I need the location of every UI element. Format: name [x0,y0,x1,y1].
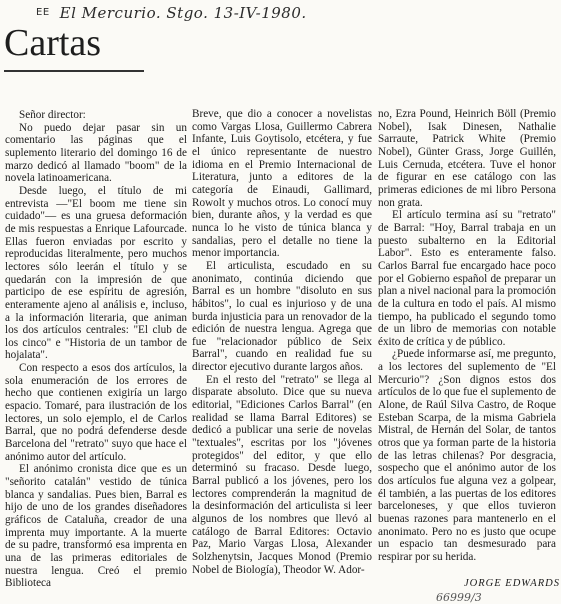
letter-paragraph: El articulista, escudado en su anonimato, continúa diciendo que Barral es un hombre "disoluto en sus hábitos", lo cual es injurioso y de una burda injusticia para un renovador de la edición de nuestra lengua. Agrega que fue "relacionador público de Seix Barral", cuando en realidad fue su director ejecutivo durante largos años. [192,259,372,374]
archive-stamp: 66999/3 [436,591,482,604]
edge-mark: EE [36,7,50,18]
letter-column-3 [378,108,556,564]
letter-column-1 [5,109,187,590]
letter-column-2 [192,108,372,576]
title-rule [4,70,144,72]
letter-paragraph: Con respecto a esos dos artículos, la sola enumeración de los errores de hecho que contienen exigiría un largo espacio. Tomaré, para ilustración de los lectores, un solo ejemplo, el de Carlos Barral, que no podrá defenderse desde Barcelona del "retrato" suyo que hace el anónimo autor del artículo. [5,362,187,463]
author-signature: JORGE EDWARDS [464,578,560,589]
letter-paragraph: Breve, que dio a conocer a novelistas como Vargas Llosa, Guillermo Cabrera Infante, Luis Goytisolo, etcétera, y fue el único representante de nuestro idioma en el Premio Internacional de Literatura, junto a editores de la categoría de Einaudi, Gallimard, Rowolt y muchos otros. Lo conocí muy bien, durante años, y la verdad es que nunca lo he visto de túnica blanca y sandalias, pero el detalle no tiene la menor importancia. [192,108,372,260]
letter-paragraph: El anónimo cronista dice que es un "señorito catalán" vestido de túnica blanca y sandalias. Pues bien, Barral es hijo de uno de los grandes diseñadores gráficos de Cataluña, creador de una imprenta muy importante. A la muerte de su padre, transformó esa imprenta en una de las primeras editoriales de nuestra lengua. Creó el premio Biblioteca [5,463,187,590]
letter-paragraph: El artículo termina así su "retrato" de Barral: "Hoy, Barral trabaja en un puesto subalterno en la Editorial Labor". Esto es enteramente falso. Carlos Barral fue encargado hace poco por el Gobierno español de preparar un plan a nivel nacional para la promoción de la cultura en todo el país. Al mismo tiempo, ha publicado el segundo tomo de un libro de memorias con notable éxito de crítica y de público. [378,209,556,348]
letter-greeting: Señor director: [19,109,86,121]
letter-paragraph: ¿Puede informarse así, me pregunto, a los lectores del suplemento de "El Mercurio"? ¿Son dignos estos dos artículos de lo que fue el suplemento de Alone, de Raúl Silva Castro, de Roque Esteban Scarpa, de la misma Gabriela Mistral, de Hernán del Solar, de tantos otros que ya forman parte de la historia de las letras chilenas? Por desgracia, sospecho que el anónimo autor de los dos artículos fue alguna vez a golpear, él también, a las puertas de los editores barceloneses, y que ellos tuvieron buenas razones para mantenerlo en el anonimato. Pero no es justo que ocupe un espacio tan desmesurado para respirar por su herida. [378,348,557,563]
section-title: Cartas [4,22,102,64]
letter-paragraph: No puedo dejar pasar sin un comentario las páginas que el suplemento literario del domingo 16 de marzo dedicó al llamado "boom" de la novela latinoamericana. [5,121,187,185]
letter-paragraph: En el resto del "retrato" se llega al disparate absoluto. Dice que su nueva editorial, "Ediciones Carlos Barral" (en realidad se llama Barral Editores) se dedicó a publicar una serie de novelas "textuales", escritas por los "jóvenes protegidos" del editor, y que ello determinó su fracaso. Desde luego, Barral publicó a los jóvenes, pero los lectores comprenderán la magnitud de la desinformación del articulista si leer algunos de los nombres que llevó al catálogo de Barral Editores: Octavio Paz, Mario Vargas Llosa, Alexander Solzhenytsin, Jacques Monod (Premio Nobel de Biología), Theodor W. Ador- [192,373,372,576]
handwritten-date-note [36,4,307,22]
letter-paragraph: Desde luego, el título de mi entrevista —"El boom me tiene sin cuidado"— es una gruesa deformación de mis respuestas a Enrique Lafourcade. Ellas fueron enviadas por escrito y reproducidas literalmente, pero muchos lectores sólo leerán el título y se quedarán con la impresión de que participo de ese espíritu de agresión, enteramente ajeno al análisis e, incluso, a la información literaria, que animan los dos artículos centrales: "El club de los cinco" e "Historia de un tambor de hojalata". [5,184,187,362]
handwritten-source-date: El Mercurio. Stgo. 13-IV-1980. [59,4,307,22]
letter-paragraph: no, Ezra Pound, Heinrich Böll (Premio Nobel), Isak Dinesen, Nathalie Sarraute, Patrick White (Premio Nobel), Günter Grass, Jorge Guillén, Luis Cernuda, etcétera. Tuve el honor de figurar en ese catálogo con las primeras ediciones de mi libro Persona non grata. [378,108,556,209]
